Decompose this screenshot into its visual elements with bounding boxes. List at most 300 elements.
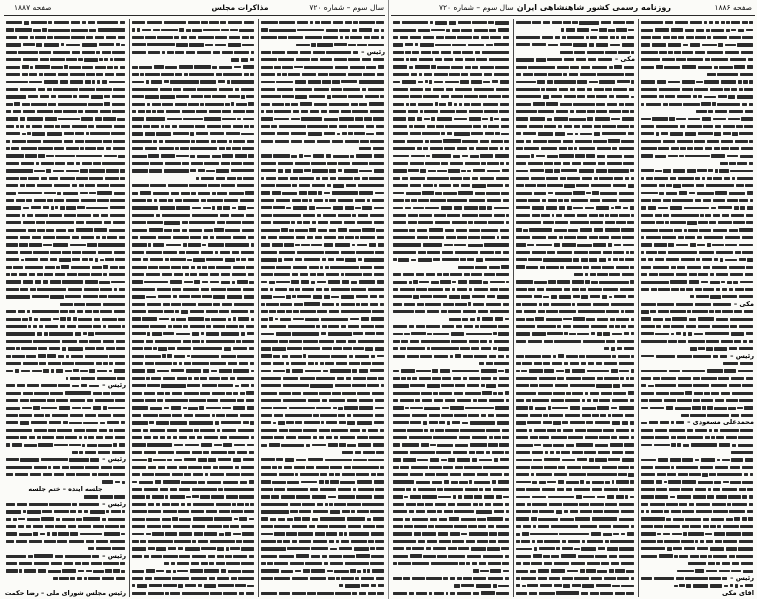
text-stroke: [147, 384, 159, 387]
text-stroke: [611, 407, 617, 410]
text-line: [131, 360, 255, 367]
text-stroke: [328, 258, 334, 261]
text-stroke: [659, 273, 674, 276]
text-stroke: [418, 103, 433, 106]
text-stroke: [147, 332, 150, 335]
text-stroke: [110, 540, 125, 543]
text-stroke: [556, 547, 560, 550]
text-stroke: [6, 407, 20, 410]
text-stroke: [205, 318, 209, 321]
text-stroke: [464, 325, 474, 329]
text-stroke: [696, 295, 709, 298]
text-stroke: [451, 332, 464, 335]
text-stroke: [502, 429, 509, 432]
text-stroke: [170, 592, 180, 595]
text-stroke: [37, 184, 52, 187]
text-line: [5, 175, 126, 182]
text-stroke: [377, 473, 384, 476]
text-stroke: [494, 362, 509, 365]
text-stroke: [554, 169, 559, 172]
text-stroke: [631, 429, 634, 432]
text-stroke: [114, 125, 126, 128]
text-stroke: [652, 43, 666, 46]
text-stroke: [198, 584, 202, 587]
text-stroke: [595, 555, 607, 558]
text-stroke: [93, 525, 104, 529]
text-stroke: [582, 540, 586, 543]
text-stroke: [479, 214, 492, 217]
text-stroke: [47, 354, 56, 358]
text-stroke: [623, 162, 634, 165]
text-stroke: [232, 147, 240, 150]
text-stroke: [583, 340, 605, 343]
text-line: [131, 530, 255, 537]
text-stroke: [465, 407, 493, 410]
text-stroke: [279, 429, 288, 432]
text-stroke: [537, 288, 545, 291]
text-stroke: [437, 488, 443, 491]
text-stroke: [132, 325, 149, 328]
text-stroke: [132, 421, 148, 424]
text-stroke: [60, 310, 67, 313]
text-stroke: [314, 88, 330, 91]
text-stroke: [357, 221, 372, 224]
text-stroke: [409, 592, 414, 595]
text-stroke: [600, 414, 606, 417]
text-line: [640, 545, 754, 552]
text-stroke: [581, 547, 596, 551]
text-stroke: [616, 221, 626, 224]
text-stroke: [6, 140, 11, 143]
text-stroke: [393, 273, 401, 276]
text-stroke: [516, 295, 533, 298]
text-stroke: [641, 384, 646, 387]
text-stroke: [62, 280, 83, 284]
text-stroke: [330, 221, 343, 224]
text-stroke: [144, 555, 149, 558]
text-stroke: [282, 95, 293, 98]
text-stroke: [28, 177, 39, 180]
text-stroke: [411, 332, 425, 335]
text-stroke: [475, 192, 484, 195]
text-stroke: [19, 533, 32, 536]
text-stroke: [619, 555, 634, 558]
text-stroke: [336, 303, 339, 307]
text-stroke: [619, 147, 634, 151]
text-stroke: [641, 125, 654, 128]
text-stroke: [393, 370, 399, 373]
text-stroke: [248, 102, 254, 106]
text-stroke: [108, 295, 125, 298]
text-stroke: [596, 584, 611, 587]
text-stroke: [547, 429, 556, 432]
text-stroke: [462, 318, 468, 321]
text-stroke: [735, 251, 741, 255]
text-stroke: [516, 540, 520, 543]
text-stroke: [740, 73, 754, 77]
text-stroke: [707, 36, 711, 39]
text-stroke: [132, 481, 137, 484]
text-stroke: [650, 310, 656, 313]
text-stroke: [292, 295, 295, 298]
text-stroke: [15, 473, 28, 476]
text-stroke: [226, 221, 241, 224]
text-stroke: [314, 199, 323, 202]
text-stroke: [483, 81, 490, 84]
text-stroke: [450, 355, 453, 358]
text-stroke: [663, 103, 668, 106]
text-stroke: [54, 110, 61, 113]
text-stroke: [630, 169, 634, 172]
text-stroke: [212, 155, 221, 158]
text-stroke: [457, 36, 472, 39]
text-line: [5, 241, 126, 248]
text-stroke: [100, 495, 113, 498]
text-stroke: [291, 140, 302, 143]
text-stroke: [25, 154, 37, 157]
text-stroke: [674, 51, 680, 54]
text-stroke: [357, 510, 369, 513]
text-stroke: [78, 318, 92, 321]
text-stroke: [742, 103, 747, 106]
text-stroke: [608, 258, 611, 261]
text-stroke: [709, 310, 714, 313]
text-line: [5, 567, 126, 574]
text-stroke: [424, 73, 432, 76]
speaker-line: [5, 456, 126, 463]
text-stroke: [295, 288, 300, 291]
text-stroke: [241, 473, 254, 477]
text-stroke: [212, 392, 225, 395]
text-stroke: [682, 51, 693, 54]
text-stroke: [688, 532, 704, 535]
text-stroke: [585, 207, 595, 210]
text-stroke: [151, 555, 162, 558]
text-stroke: [516, 436, 529, 439]
text-stroke: [619, 406, 635, 409]
text-stroke: [159, 199, 167, 202]
text-stroke: [261, 125, 270, 129]
text-stroke: [294, 466, 305, 469]
text-stroke: [59, 577, 69, 580]
text-stroke: [693, 495, 706, 498]
text-stroke: [437, 170, 447, 173]
text-stroke: [116, 577, 126, 580]
text-stroke: [443, 303, 454, 306]
text-line: [640, 189, 754, 196]
text-stroke: [170, 280, 182, 284]
text-stroke: [474, 288, 488, 292]
text-stroke: [47, 132, 62, 135]
text-stroke: [693, 399, 699, 402]
text-stroke: [516, 162, 526, 165]
text-line: [260, 545, 385, 552]
text-stroke: [301, 110, 308, 113]
text-line: [260, 397, 385, 404]
text-stroke: [641, 422, 648, 425]
text-stroke: [148, 503, 154, 507]
text-stroke: [313, 540, 327, 543]
text-line: [640, 63, 754, 70]
text-stroke: [747, 258, 753, 261]
text-stroke: [444, 480, 449, 483]
text-stroke: [55, 555, 63, 558]
text-line: [5, 167, 126, 174]
text-stroke: [183, 199, 199, 202]
text-stroke: [145, 147, 157, 151]
text-stroke: [532, 206, 544, 209]
text-stroke: [676, 273, 687, 276]
text-stroke: [731, 88, 737, 91]
text-stroke: [431, 117, 435, 121]
text-stroke: [536, 244, 553, 247]
text-stroke: [641, 51, 658, 54]
text-stroke: [184, 362, 191, 365]
text-stroke: [148, 51, 161, 54]
text-stroke: [597, 273, 607, 277]
text-stroke: [619, 362, 634, 365]
text-stroke: [329, 229, 336, 232]
text-stroke: [617, 80, 630, 83]
text-stroke: [292, 332, 319, 335]
text-stroke: [198, 303, 212, 306]
text-stroke: [273, 206, 284, 209]
text-line: [5, 545, 126, 552]
text-stroke: [319, 340, 334, 343]
text-line: [640, 567, 754, 574]
text-stroke: [25, 258, 38, 261]
text-stroke: [597, 332, 602, 336]
text-stroke: [13, 518, 17, 521]
text-stroke: [716, 251, 733, 254]
text-stroke: [406, 488, 411, 491]
text-stroke: [401, 340, 408, 343]
text-stroke: [622, 421, 628, 425]
text-stroke: [57, 192, 61, 195]
text-stroke: [489, 532, 497, 535]
text-stroke: [46, 229, 54, 232]
text-stroke: [408, 110, 419, 113]
text-line: [392, 538, 510, 545]
text-stroke: [485, 258, 509, 261]
text-stroke: [204, 229, 213, 232]
text-stroke: [543, 421, 552, 424]
text-stroke: [45, 325, 58, 328]
text-stroke: [587, 562, 600, 565]
text-stroke: [570, 384, 595, 387]
text-stroke: [730, 58, 746, 61]
text-stroke: [685, 236, 695, 239]
text-stroke: [81, 199, 96, 202]
text-stroke: [167, 466, 177, 469]
text-stroke: [321, 332, 326, 335]
text-stroke: [594, 125, 601, 128]
text-stroke: [6, 532, 17, 535]
text-stroke: [339, 532, 343, 535]
text-stroke: [749, 162, 753, 165]
text-stroke: [625, 258, 634, 261]
text-stroke: [20, 436, 27, 439]
text-stroke: [281, 570, 293, 573]
text-line: [392, 486, 510, 493]
text-stroke: [415, 399, 420, 402]
text-stroke: [616, 36, 619, 40]
text-stroke: [559, 310, 576, 313]
text-stroke: [40, 95, 49, 98]
text-stroke: [572, 21, 577, 24]
text-stroke: [554, 584, 562, 587]
text-stroke: [333, 155, 349, 158]
text-stroke: [677, 355, 692, 358]
text-stroke: [347, 444, 356, 447]
text-stroke: [291, 118, 300, 121]
text-stroke: [418, 540, 425, 543]
text-stroke: [448, 458, 455, 461]
text-stroke: [735, 584, 738, 587]
text-stroke: [210, 236, 215, 239]
text-stroke: [375, 347, 385, 351]
text-stroke: [93, 406, 102, 409]
text-stroke: [261, 58, 277, 61]
text-stroke: [664, 510, 669, 513]
text-stroke: [191, 577, 208, 581]
text-stroke: [599, 399, 610, 402]
text-stroke: [375, 407, 385, 410]
text-line: [5, 41, 126, 48]
text-stroke: [361, 317, 370, 321]
text-stroke: [24, 569, 36, 573]
text-stroke: [450, 473, 461, 476]
text-stroke: [317, 140, 330, 143]
text-stroke: [433, 333, 449, 336]
text-stroke: [366, 66, 376, 69]
text-stroke: [625, 414, 635, 417]
text-stroke: [413, 280, 418, 283]
text-stroke: [355, 117, 362, 120]
text-stroke: [604, 377, 618, 380]
text-stroke: [393, 147, 416, 150]
text-stroke: [672, 199, 693, 203]
text-stroke: [246, 391, 254, 395]
text-stroke: [425, 140, 429, 143]
text-stroke: [32, 236, 41, 239]
text-stroke: [451, 340, 467, 343]
text-line: [260, 86, 385, 93]
text-stroke: [572, 369, 586, 372]
text-stroke: [179, 532, 193, 535]
text-line: [640, 464, 754, 471]
text-stroke: [441, 459, 447, 462]
text-stroke: [717, 103, 740, 106]
text-stroke: [188, 243, 200, 247]
text-stroke: [38, 88, 45, 91]
text-stroke: [261, 266, 275, 269]
text-stroke: [301, 117, 322, 120]
text-stroke: [85, 110, 99, 113]
text-stroke: [212, 95, 226, 98]
speaker-line: [260, 49, 385, 56]
text-stroke: [599, 80, 615, 83]
text-line: [640, 34, 754, 41]
text-stroke: [318, 73, 328, 76]
text-stroke: [132, 88, 158, 91]
text-stroke: [93, 325, 101, 329]
text-line: [131, 286, 255, 293]
text-line: [392, 390, 510, 397]
text-stroke: [99, 429, 107, 432]
text-stroke: [688, 340, 705, 344]
text-stroke: [401, 369, 415, 373]
text-line: [131, 315, 255, 322]
text-stroke: [705, 147, 712, 150]
text-stroke: [681, 414, 689, 417]
text-stroke: [700, 555, 707, 558]
text-stroke: [154, 199, 158, 203]
text-stroke: [114, 310, 126, 313]
text-stroke: [96, 362, 102, 365]
text-column: [5, 19, 126, 597]
text-stroke: [30, 473, 41, 476]
text-stroke: [393, 562, 397, 565]
text-stroke: [564, 288, 571, 291]
text-stroke: [695, 459, 699, 462]
text-line: [260, 464, 385, 471]
text-stroke: [616, 266, 629, 269]
text-stroke: [424, 429, 428, 432]
text-stroke: [211, 370, 218, 373]
text-stroke: [11, 273, 17, 276]
text-stroke: [201, 177, 215, 180]
text-line: [260, 375, 385, 382]
text-stroke: [429, 592, 433, 596]
text-stroke: [6, 370, 13, 373]
text-stroke: [553, 444, 564, 447]
text-stroke: [34, 562, 50, 566]
text-stroke: [563, 429, 573, 432]
text-stroke: [745, 184, 753, 187]
text-stroke: [12, 443, 22, 446]
text-stroke: [261, 162, 277, 165]
text-stroke: [625, 451, 634, 455]
text-stroke: [261, 377, 281, 381]
text-stroke: [671, 28, 684, 31]
text-stroke: [21, 162, 35, 165]
text-stroke: [205, 103, 223, 106]
text-stroke: [709, 221, 716, 224]
text-stroke: [32, 125, 42, 128]
text-stroke: [466, 562, 470, 565]
text-stroke: [27, 214, 33, 218]
text-stroke: [219, 66, 233, 69]
text-stroke: [393, 251, 416, 255]
text-stroke: [174, 540, 190, 543]
text-stroke: [745, 458, 754, 462]
text-stroke: [202, 295, 211, 298]
text-line: [640, 523, 754, 530]
text-stroke: [416, 592, 427, 595]
text-stroke: [216, 503, 231, 507]
text-stroke: [641, 251, 644, 254]
text-stroke: [96, 236, 100, 239]
text-stroke: [300, 51, 312, 55]
text-stroke: [671, 421, 674, 424]
text-stroke: [132, 399, 144, 402]
text-stroke: [562, 421, 568, 424]
text-stroke: [716, 273, 728, 276]
text-stroke: [157, 399, 163, 402]
text-stroke: [548, 406, 551, 410]
text-stroke: [479, 503, 483, 506]
